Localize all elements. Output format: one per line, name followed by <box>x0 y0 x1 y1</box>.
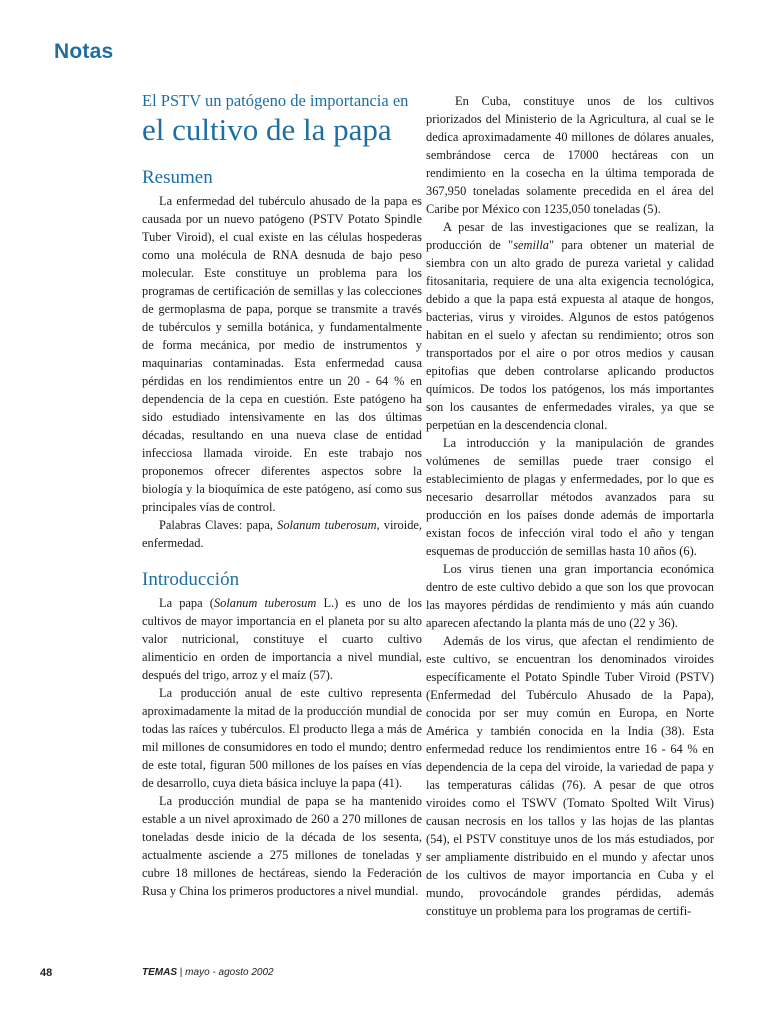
right-p2-italic: semilla <box>513 238 549 252</box>
right-paragraph-4: Los virus tienen una gran importancia económica dentro de este cultivo debido a que son los que provocan las mayores pérdidas de rendimiento y más aún cuando aparecen afectando la planta más de uno (22 y 36). <box>426 562 714 630</box>
right-p2-lead: A pesar de las investigaciones que se realizan, la producción de " <box>426 220 714 252</box>
footer-separator: | <box>179 967 183 978</box>
keywords-paragraph <box>142 516 422 552</box>
intro-paragraph-2: La producción anual de este cultivo representa aproximadamente la mitad de la producción mundial de todas las raíces y tubérculos. El producto llega a más de mil millones de consumidores en todo el mundo; dentro de este total, figuran 500 millones de los países en vías de desarrollo, cuya dieta básica incluye la papa (41). <box>142 686 422 790</box>
right-paragraph-5: Además de los virus, que afectan el rendimiento de este cultivo, se encuentran los denominados viroides específicamente el Potato Spindle Tuber Viroid (PSTV) (Enfermedad del Tubérculo Ahusado de la Papa), conocida por ser muy común en Europa, en Norte América y también conocida en la India (38). Esta enfermedad reduce los rendimientos entre 16 - 64 % en dependencia de la cepa del viroide, la variedad de papa y las temperaturas cálidas (76). A pesar de que otros viroides como el TSWV (Tomato Spolted Wilt Virus) causan necrosis en los tallos y las hojas de las plantas (54), el PSTV constituye unos de los más estudiados, por ser ampliamente distribuido en el mundo y afectar unos de los cultivos de mayor importancia en Cuba y el mundo, provocándole grandes pérdidas, además constituye un problema para los programas de certifi- <box>426 634 714 918</box>
right-paragraph-3: La introducción y la manipulación de grandes volúmenes de semillas puede traer consigo el establecimiento de plagas y enfermedades, por lo que es necesario desarrollar métodos avanzados para su producción en los países donde además de importarla existan focos de infección viral todo el año y tengan esquemas de producción de semillas hasta 10 años (6). <box>426 436 714 558</box>
footer-page-number <box>40 967 52 979</box>
intro-p1-tail: L.) es uno de los cultivos de mayor importancia en el planeta por su alto valor nutricional, constituye el cuarto cultivo alimenticio en orden de importancia a nivel mundial, después del trigo, arroz y el maíz (57). <box>142 596 422 682</box>
right-paragraph-1: En Cuba, constituye unos de los cultivos priorizados del Ministerio de la Agricultura, al cual se le dedica aproximadamente 40 millones de dólares anuales, sembrándose cerca de 17000 hectáreas con un rendimiento en la cosecha en la última temporada de 367,950 toneladas solamente precedida en el área del Caribe por México con 1235,050 toneladas (5). <box>426 94 714 216</box>
keywords-italic: Solanum tuberosum <box>277 518 377 532</box>
introduccion-heading: Introducción <box>142 569 240 590</box>
right-paragraph-2 <box>426 218 714 434</box>
article-pretitle: El PSTV un patógeno de importancia en <box>142 91 409 110</box>
right-p2-tail: " para obtener un material de siembra con un alto grado de pureza varietal y calidad fitosanitaria, requiere de una alta exigencia tecnológica, debido a que la papa está expuesta al ataque de hongos, bacterias, virus y viroides. Algunos de estos patógenos habitan en el suelo y afectan su rendimiento; otros son transportados por el aire o por otros medios y causan epitofias que deben controlarse aplicando productos químicos. De todos los patógenos, los más importantes son los causantes de enfermedades virales, ya que se perpetúan en la descendencia clonal. <box>426 238 714 432</box>
right-column <box>426 92 714 920</box>
footer-magazine <box>142 967 274 978</box>
keywords-tail: , viroide, enfermedad. <box>142 518 422 550</box>
keywords-lead: Palabras Claves: papa, <box>159 518 278 532</box>
left-column <box>142 92 422 900</box>
magazine-name: TEMAS <box>142 967 177 978</box>
issue-date: mayo - agosto 2002 <box>185 967 274 978</box>
resumen-heading: Resumen <box>142 167 213 188</box>
section-label: Notas <box>54 40 114 63</box>
intro-paragraph-1 <box>142 594 422 684</box>
article-title: el cultivo de la papa <box>142 112 392 147</box>
resumen-paragraph: La enfermedad del tubérculo ahusado de la papa es causada por un nuevo patógeno (PSTV Potato Spindle Tuber Viroid), el cual existe en las células hospederas como una molécula de RNA desnuda de bajo peso molecular. Este constituye un problema para los programas de certificación de semillas y las colecciones de germoplasma de papa, porque se transmite a través de tubérculos y semilla botánica, y fundamentalmente de forma mecánica, por medio de instrumentos y maquinarias contaminadas. Esta enfermedad causa pérdidas en los rendimientos entre un 20 - 64 % en dependencia de la cepa en cuestión. Este patógeno ha sido estudiado intensivamente en las dos últimas décadas, resultando en una nueva clase de entidad infecciosa llamada viroide. En este trabajo nos proponemos ofrecer diferentes aspectos sobre la biología y la bioquímica de este patógeno, así como sus principales vías de control. <box>142 194 422 514</box>
intro-p1-lead: La papa ( <box>159 596 214 610</box>
page-number: 48 <box>40 967 53 979</box>
intro-p1-italic: Solanum tuberosum <box>213 596 317 610</box>
intro-paragraph-3: La producción mundial de papa se ha mantenido estable a un nivel aproximado de 260 a 270 millones de toneladas desde inicio de la década de los sesenta, actualmente asciende a 275 millones de toneladas y cubre 18 millones de hectáreas, siendo la Federación Rusa y China los primeros productores a nivel mundial. <box>142 794 422 898</box>
